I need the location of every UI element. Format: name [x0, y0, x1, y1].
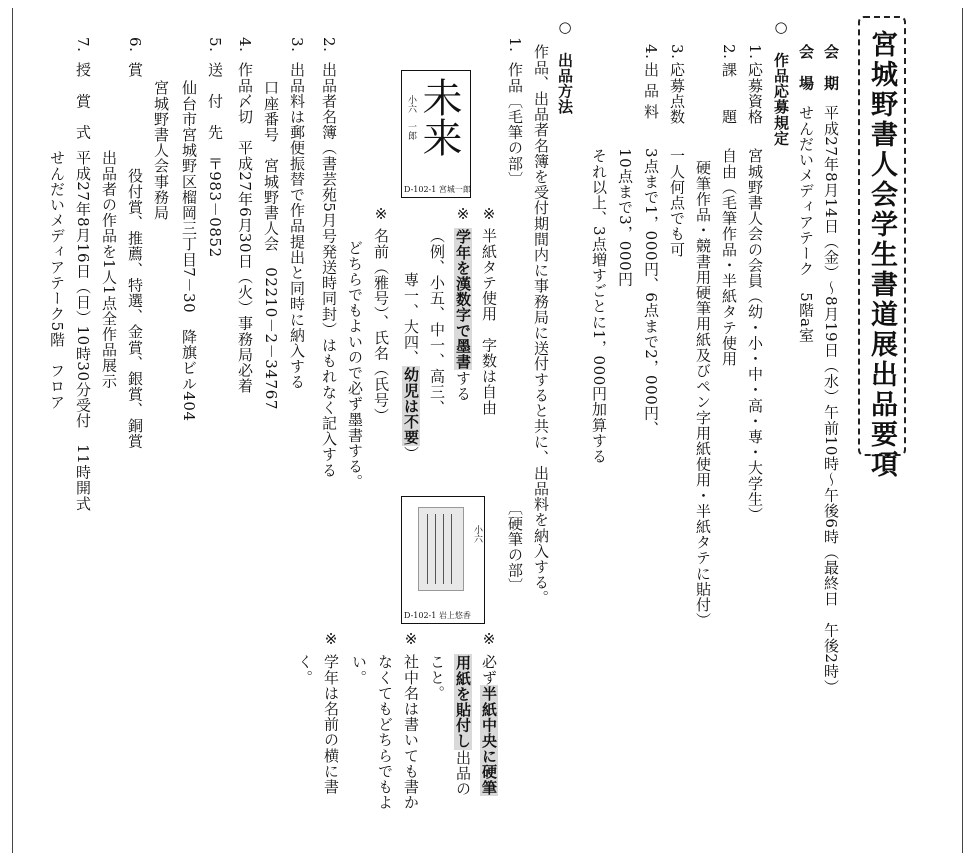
- brush-note-2c-a: 専一、大四、: [402, 272, 420, 366]
- rule-3-num: 3.: [668, 44, 686, 60]
- item-4-num: 4.: [236, 37, 254, 53]
- pen-note-2b: なくてもどちらでもよ: [376, 654, 394, 810]
- item-5-text: 送 付 先 〒983－0852: [206, 62, 224, 258]
- period-value: 平成27年8月14日（金）～8月19日（水）午前10時～午後6時（最終日 午後2時）: [822, 105, 840, 695]
- brush-sample-characters: 未来: [416, 77, 462, 157]
- brush-note-2-example-cont: [402, 272, 419, 461]
- page-title: 宮城野書人会学生書道展出品要項: [866, 30, 897, 480]
- venue-value: せんだいメディアテーク 5階a室: [797, 105, 815, 344]
- brush-note-1: 半紙タテ使用 字数は自由: [480, 228, 498, 416]
- pen-sample-grade: 小六: [472, 525, 482, 543]
- page-border-right: [962, 8, 963, 853]
- item-3-text: 出品料は郵便振替で作品提出と同時に納入する: [288, 62, 306, 390]
- rule-2-value: 自由（毛筆作品・半紙タテ使用: [720, 148, 738, 367]
- highlight-no-toddler: 幼児は不要: [402, 366, 420, 445]
- pen-sample-image: [401, 496, 485, 624]
- item-5-sub: 仙台市宮城野区榴岡三丁目7－30 降旗ビル404: [180, 80, 198, 422]
- item-2-text: 出品者名簿（書芸苑5月号発送時同封）はもれなく記入する: [320, 62, 338, 478]
- item-7-text: 授 賞 式: [74, 62, 92, 140]
- item-7-num: 7.: [74, 37, 92, 53]
- highlight-paste-paper: 用紙を貼付し: [454, 655, 472, 749]
- brush-note-2-mark: ※: [454, 205, 472, 224]
- rule-3-label: 応募点数: [668, 62, 686, 125]
- page-border-left: [12, 8, 13, 853]
- rule-4-num: 4.: [642, 44, 660, 60]
- highlight-grade-kanji: 学年を漢数字で墨書: [454, 229, 472, 370]
- pen-sample-code: D-102-1 岩上悠香: [404, 611, 471, 620]
- rule-2-num: 2.: [720, 44, 738, 60]
- rule-2-label: 課 題: [720, 62, 738, 125]
- rule-2-extra: 硬筆作品・競書用硬筆用紙及びペン字用紙使用・半紙タテに貼付）: [694, 160, 712, 628]
- brush-note-3: 名前（雅号）、氏名（氏号）: [372, 228, 390, 424]
- item-6-sub2: 出品者の作品を1人1点全作品展示: [100, 150, 118, 389]
- rule-4-label: 出 品 料: [642, 62, 660, 120]
- pen-note-1-b: 出品の: [454, 749, 472, 797]
- pen-note-1-c: こと。: [428, 654, 446, 701]
- rule-1-value: 宮城野書人会の会員（幼・小・中・高・専・大学生）: [746, 148, 764, 523]
- brush-sample-signature: 小六 一郎: [406, 95, 416, 140]
- brush-sample-code: D-102-1 宮城一郎: [404, 185, 471, 194]
- rule-1-label: 応募資格: [746, 62, 764, 125]
- method-heading: ○ 出品方法: [556, 18, 574, 115]
- pen-note-1-line: [480, 654, 497, 796]
- item-5-num: 5.: [206, 37, 224, 53]
- item-7-sub2: せんだいメディアテーク5階 フロア: [48, 150, 66, 410]
- item-2-num: 2.: [320, 37, 338, 53]
- rules-heading: ○ 作品応募規定: [772, 18, 790, 146]
- period-label: 会 期: [822, 44, 840, 91]
- brush-note-2-line: [454, 228, 471, 402]
- rule-4-value: 3点まで1，000円、6点まで2，000円、: [642, 148, 660, 437]
- brush-note-3-mark: ※: [372, 205, 390, 224]
- item-7-sub: 平成27年8月16日（日）10時30分受付 11時開式: [74, 150, 92, 512]
- brush-note-2-example: （例、小五、中一、高三、: [428, 228, 446, 416]
- rule-4-extra1: 10点まで3，000円: [616, 148, 634, 287]
- brush-note-2c-b: ）: [402, 445, 420, 462]
- item-6-num: 6.: [126, 37, 144, 53]
- brush-note-2-tail: する: [454, 370, 472, 402]
- item-3-sub: 口座番号 宮城野書人会 02210－2－34767: [262, 80, 280, 410]
- pen-note-2-mark: ※: [402, 630, 420, 649]
- item-4-text: 作品〆切 平成27年6月30日（火）事務局必着: [236, 62, 254, 394]
- rule-4-extra2: それ以上、3点増すごとに1，000円加算する: [590, 148, 608, 464]
- pen-note-1-line2: [454, 654, 471, 796]
- rule-3-value: 一人何点でも可: [668, 148, 686, 258]
- brush-section-label: 作品〔毛筆の部〕: [506, 62, 524, 187]
- method-intro: 作品、出品者名簿を受付期間内に事務局に送付すると共に、出品料を納入する。: [532, 44, 550, 606]
- item-5-sub2: 宮城野書人会事務局: [152, 80, 170, 221]
- item-6-sub: 役付賞、推薦、特選、金賞、銀賞、銅賞: [126, 168, 144, 449]
- pen-note-2c: い。: [350, 654, 368, 686]
- highlight-paste-center: 半紙中央に硬筆: [480, 686, 498, 796]
- item-6-text: 賞: [126, 62, 144, 78]
- pen-note-3: 学年は名前の横に書: [322, 654, 340, 795]
- pen-note-1-mark: ※: [480, 630, 498, 649]
- pen-note-1-a: 必ず: [480, 654, 498, 686]
- method-item-1-num: 1.: [506, 37, 524, 53]
- venue-label: 会 場: [797, 44, 815, 91]
- rule-1-num: 1.: [746, 44, 764, 60]
- brush-sample-image: [401, 70, 471, 198]
- brush-note-3b: どちらでもよいので必ず墨書する。: [346, 240, 364, 490]
- pen-note-2: 社中名は書いても書か: [402, 654, 420, 810]
- brush-note-1-mark: ※: [480, 205, 498, 224]
- pen-note-3-mark: ※: [322, 630, 340, 649]
- pen-note-3b: く。: [296, 654, 314, 686]
- pen-sample-paper: [418, 507, 464, 591]
- item-3-num: 3.: [288, 37, 306, 53]
- pen-section-label: 〔硬筆の部〕: [506, 500, 524, 594]
